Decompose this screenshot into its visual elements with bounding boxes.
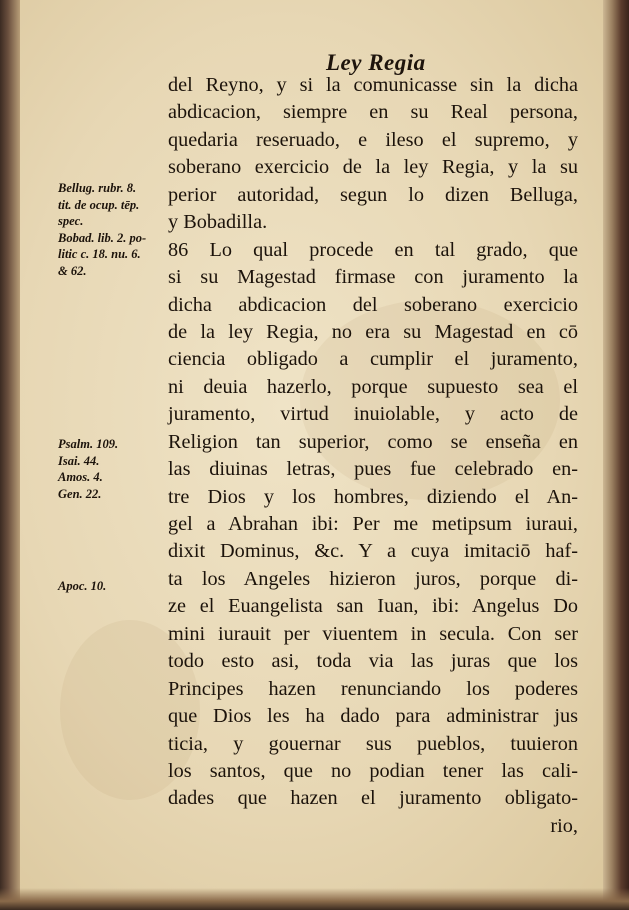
marginal-note-line: Bellug. rubr. 8. — [58, 181, 137, 195]
text-line: las diuinas letras, pues fue celebrado en- — [168, 458, 578, 481]
marginal-note-line: Isai. 44. — [58, 453, 100, 468]
text-line: dicha abdicacion del soberano exercicio — [168, 293, 578, 316]
body-text — [168, 72, 578, 840]
text-line: y Bobadilla. — [168, 211, 268, 234]
marginal-note-line: tit. de ocup. tēp. — [58, 197, 140, 212]
text-line: ticia, y gouernar sus pueblos, tuuieron — [168, 732, 578, 755]
text-line: tre Dios y los hombres, diziendo el An- — [168, 485, 578, 508]
text-line: abdicacion, siempre en su Real persona, — [168, 101, 578, 124]
text-line: ze el Euangelista san Iuan, ibi: Angelus Do — [168, 595, 578, 618]
text-line: ta los Angeles hizieron juros, porque di- — [168, 567, 578, 590]
book-spine-left-edge — [0, 0, 20, 910]
text-line: los santos, que no podian tener las cali- — [168, 759, 578, 782]
text-line: dixit Dominus, &c. Y a cuya imitaciō haf- — [168, 540, 578, 563]
text-line: ciencia obligado a cumplir el juramento, — [168, 348, 578, 371]
text-line: todo esto asi, toda via las juras que los — [168, 650, 578, 673]
marginal-note-citation-3 — [58, 578, 106, 595]
text-line: quedaria reseruado, e ileso el supremo, y — [168, 128, 578, 151]
text-line: que Dios les ha dado para administrar jus — [168, 705, 578, 728]
marginal-note-line: & 62. — [58, 263, 87, 278]
text-line: juramento, virtud inuiolable, y acto de — [168, 403, 578, 426]
marginal-note-line: Amos. 4. — [58, 470, 103, 484]
marginal-note-line: Gen. 22. — [58, 486, 102, 501]
marginal-note-citation-2 — [58, 436, 118, 502]
running-head: Ley Regia — [326, 50, 426, 75]
marginal-note-line: Bobad. lib. 2. po- — [58, 230, 147, 245]
text-line: perior autoridad, segun lo dizen Belluga, — [168, 183, 578, 206]
text-line: si su Magestad firmase con juramento la — [168, 266, 578, 289]
text-line: del Reyno, y si la comunicasse sin la dicha — [168, 74, 578, 96]
page-bottom-edge — [0, 888, 629, 910]
marginal-note-line: litic c. 18. nu. 6. — [58, 247, 141, 261]
text-line: soberano exercicio de la ley Regia, y la su — [168, 156, 578, 179]
marginal-note-citation-1 — [58, 180, 146, 279]
text-line: gel a Abrahan ibi: Per me metipsum iuraui, — [168, 513, 578, 535]
text-line: dades que hazen el juramento obligato- — [168, 787, 578, 810]
text-line: Religion tan superior, como se enseña en — [168, 430, 578, 453]
text-line: mini iurauit per viuentem in secula. Con ser — [168, 622, 578, 645]
marginal-note-line: spec. — [58, 214, 84, 228]
book-binding-right-edge — [603, 0, 629, 910]
text-line: ni deuia hazerlo, porque supuesto sea el — [168, 375, 578, 398]
text-line: rio, — [550, 814, 578, 837]
marginal-note-line: Psalm. 109. — [58, 437, 119, 451]
text-line: Principes hazen renunciando los poderes — [168, 677, 578, 700]
text-line: 86 Lo qual procede en tal grado, que — [168, 238, 578, 261]
marginal-note-line: Apoc. 10. — [58, 579, 107, 593]
text-line: de la ley Regia, no era su Magestad en cō — [168, 320, 578, 343]
